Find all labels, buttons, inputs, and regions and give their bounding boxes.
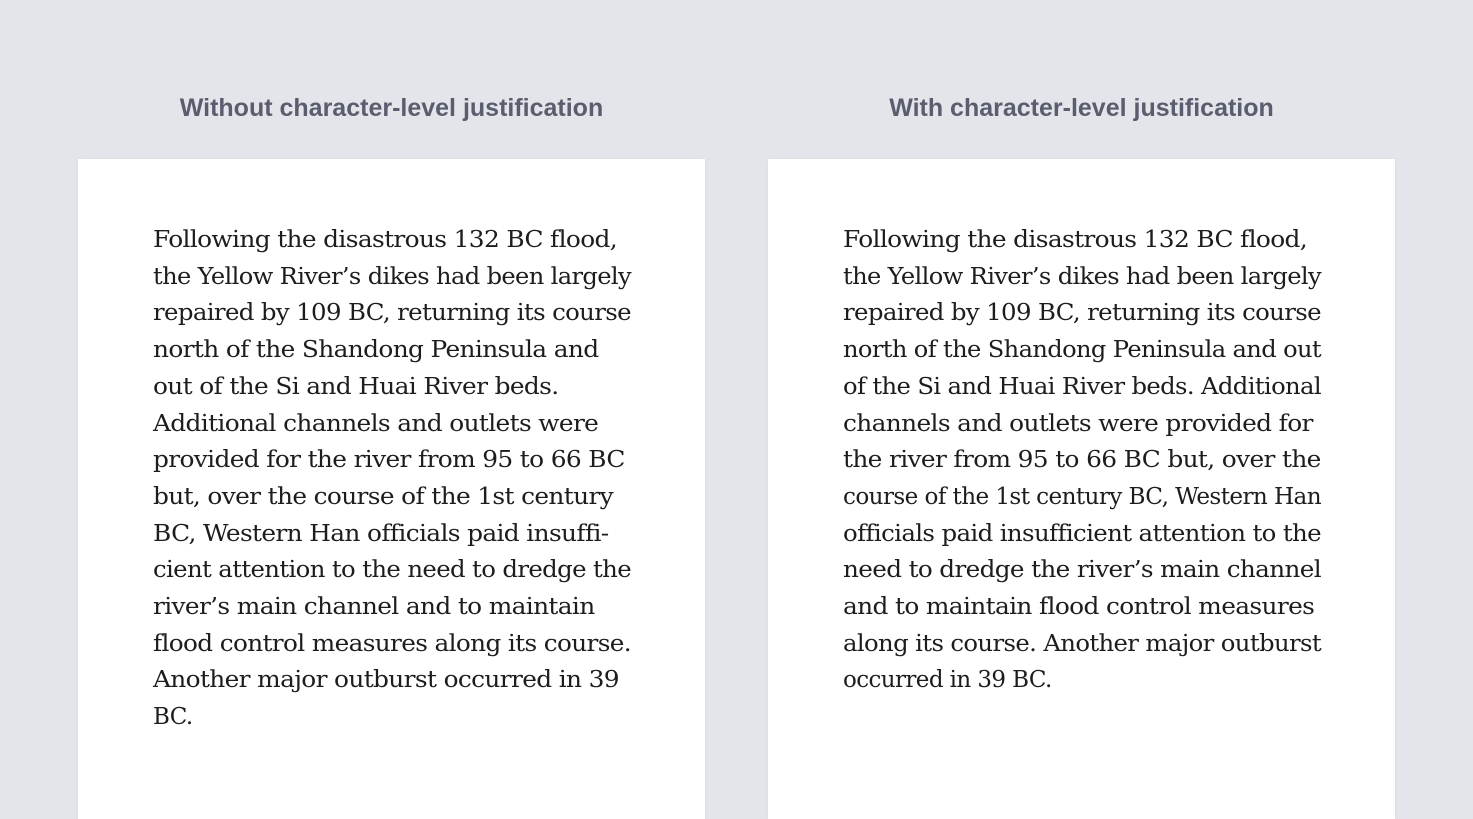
paragraph-line: Additional channels and outlets were [153, 410, 599, 437]
column-heading-without: Without character-level justification [179, 94, 604, 122]
column-heading-with: With character-level justification [889, 94, 1274, 122]
paragraph-line: north of the Shandong Peninsula and [153, 337, 599, 364]
text-card-without [78, 159, 705, 819]
paragraph-line: of the Si and Huai River beds. Additional [843, 373, 1321, 400]
paragraph-line: Following the disastrous 132 BC flood, [153, 227, 618, 253]
paragraph-line: river’s main channel and to maintain [153, 594, 595, 620]
paragraph-line: officials paid insufficient attention to the [843, 520, 1321, 547]
paragraph-line: BC, Western Han officials paid insuffi- [153, 520, 609, 547]
paragraph-line: north of the Shandong Peninsula and out [843, 337, 1321, 364]
paragraph-line: repaired by 109 BC, returning its course [153, 300, 631, 327]
paragraph-line: and to maintain flood control measures [843, 594, 1315, 620]
paragraph-line: provided for the river from 95 to 66 BC [153, 447, 625, 474]
paragraph-line: flood control measures along its course. [153, 630, 631, 657]
paragraph-line: need to dredge the river’s main channel [843, 557, 1321, 584]
paragraph-line: along its course. Another major outburst [843, 630, 1321, 657]
paragraph-line: BC. [153, 704, 193, 731]
paragraph-line: the river from 95 to 66 BC but, over the [843, 447, 1321, 474]
paragraph-line: the Yellow River’s dikes had been largely [843, 263, 1321, 290]
paragraph-line: repaired by 109 BC, returning its course [843, 300, 1321, 327]
paragraph-line: channels and outlets were provided for [843, 410, 1313, 437]
paragraph-line: course of the 1st century BC, Western Han [843, 483, 1321, 510]
paragraph-line: Following the disastrous 132 BC flood, [843, 227, 1308, 253]
paragraph-line: out of the Si and Huai River beds. [153, 373, 559, 400]
paragraph-line: Another major outburst occurred in 39 [153, 667, 619, 694]
paragraph-line: cient attention to the need to dredge the [153, 557, 631, 584]
paragraph-line: occurred in 39 BC. [843, 667, 1052, 694]
paragraph-line: but, over the course of the 1st century [153, 483, 614, 510]
text-card-with [768, 159, 1395, 819]
paragraph-line: the Yellow River’s dikes had been largely [153, 263, 631, 290]
